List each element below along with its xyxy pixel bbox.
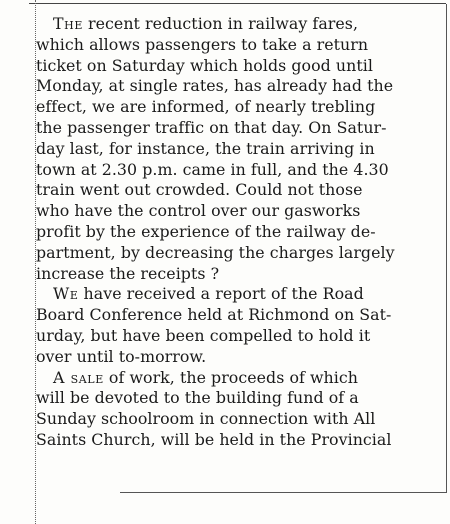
text-line <box>36 14 447 35</box>
text-line: Monday, at single rates, has already had the <box>36 76 394 96</box>
text-line: will be devoted to the building fund of a <box>36 388 359 408</box>
paragraph-sale-of-work <box>36 368 447 451</box>
text-line: over until to-morrow. <box>36 346 207 366</box>
text-line: who have the control over our gasworks <box>36 201 361 221</box>
line-text: have received a report of the Road <box>78 284 364 304</box>
paragraph-lead: The <box>53 14 83 33</box>
text-line: Board Conference held at Richmond on Sat- <box>36 305 392 325</box>
text-line <box>36 368 447 389</box>
text-line: partment, by decreasing the charges largely <box>36 242 395 262</box>
text-line: urday, but have been compelled to hold it <box>36 325 371 345</box>
text-line: Sunday schoolroom in connection with All <box>36 409 376 429</box>
text-line: town at 2.30 p.m. came in full, and the 4.30 <box>36 159 389 179</box>
text-line: the passenger traffic on that day. On Satur- <box>36 117 387 137</box>
text-line: day last, for instance, the train arriving in <box>36 138 375 158</box>
text-line: Saints Church, will be held in the Provincial <box>36 429 392 449</box>
text-line: profit by the experience of the railway de- <box>36 221 376 241</box>
text-line: which allows passengers to take a return <box>36 34 369 54</box>
text-line: effect, we are informed, of nearly trebling <box>36 97 376 117</box>
paragraph-lead: A sale <box>53 367 104 387</box>
paragraph-railway-fares <box>36 14 447 284</box>
text-line <box>36 284 447 305</box>
column-rule-top <box>29 3 446 4</box>
column-rule-bottom <box>120 492 447 493</box>
line-text: recent reduction in railway fares, <box>82 14 359 33</box>
paragraph-lead: We <box>53 284 79 304</box>
text-line: increase the receipts ? <box>36 263 220 283</box>
article-column <box>36 14 447 451</box>
text-line: train went out crowded. Could not those <box>36 180 363 200</box>
line-text: of work, the proceeds of which <box>103 367 358 387</box>
paragraph-road-board <box>36 284 447 367</box>
text-line: ticket on Saturday which holds good until <box>36 55 373 75</box>
